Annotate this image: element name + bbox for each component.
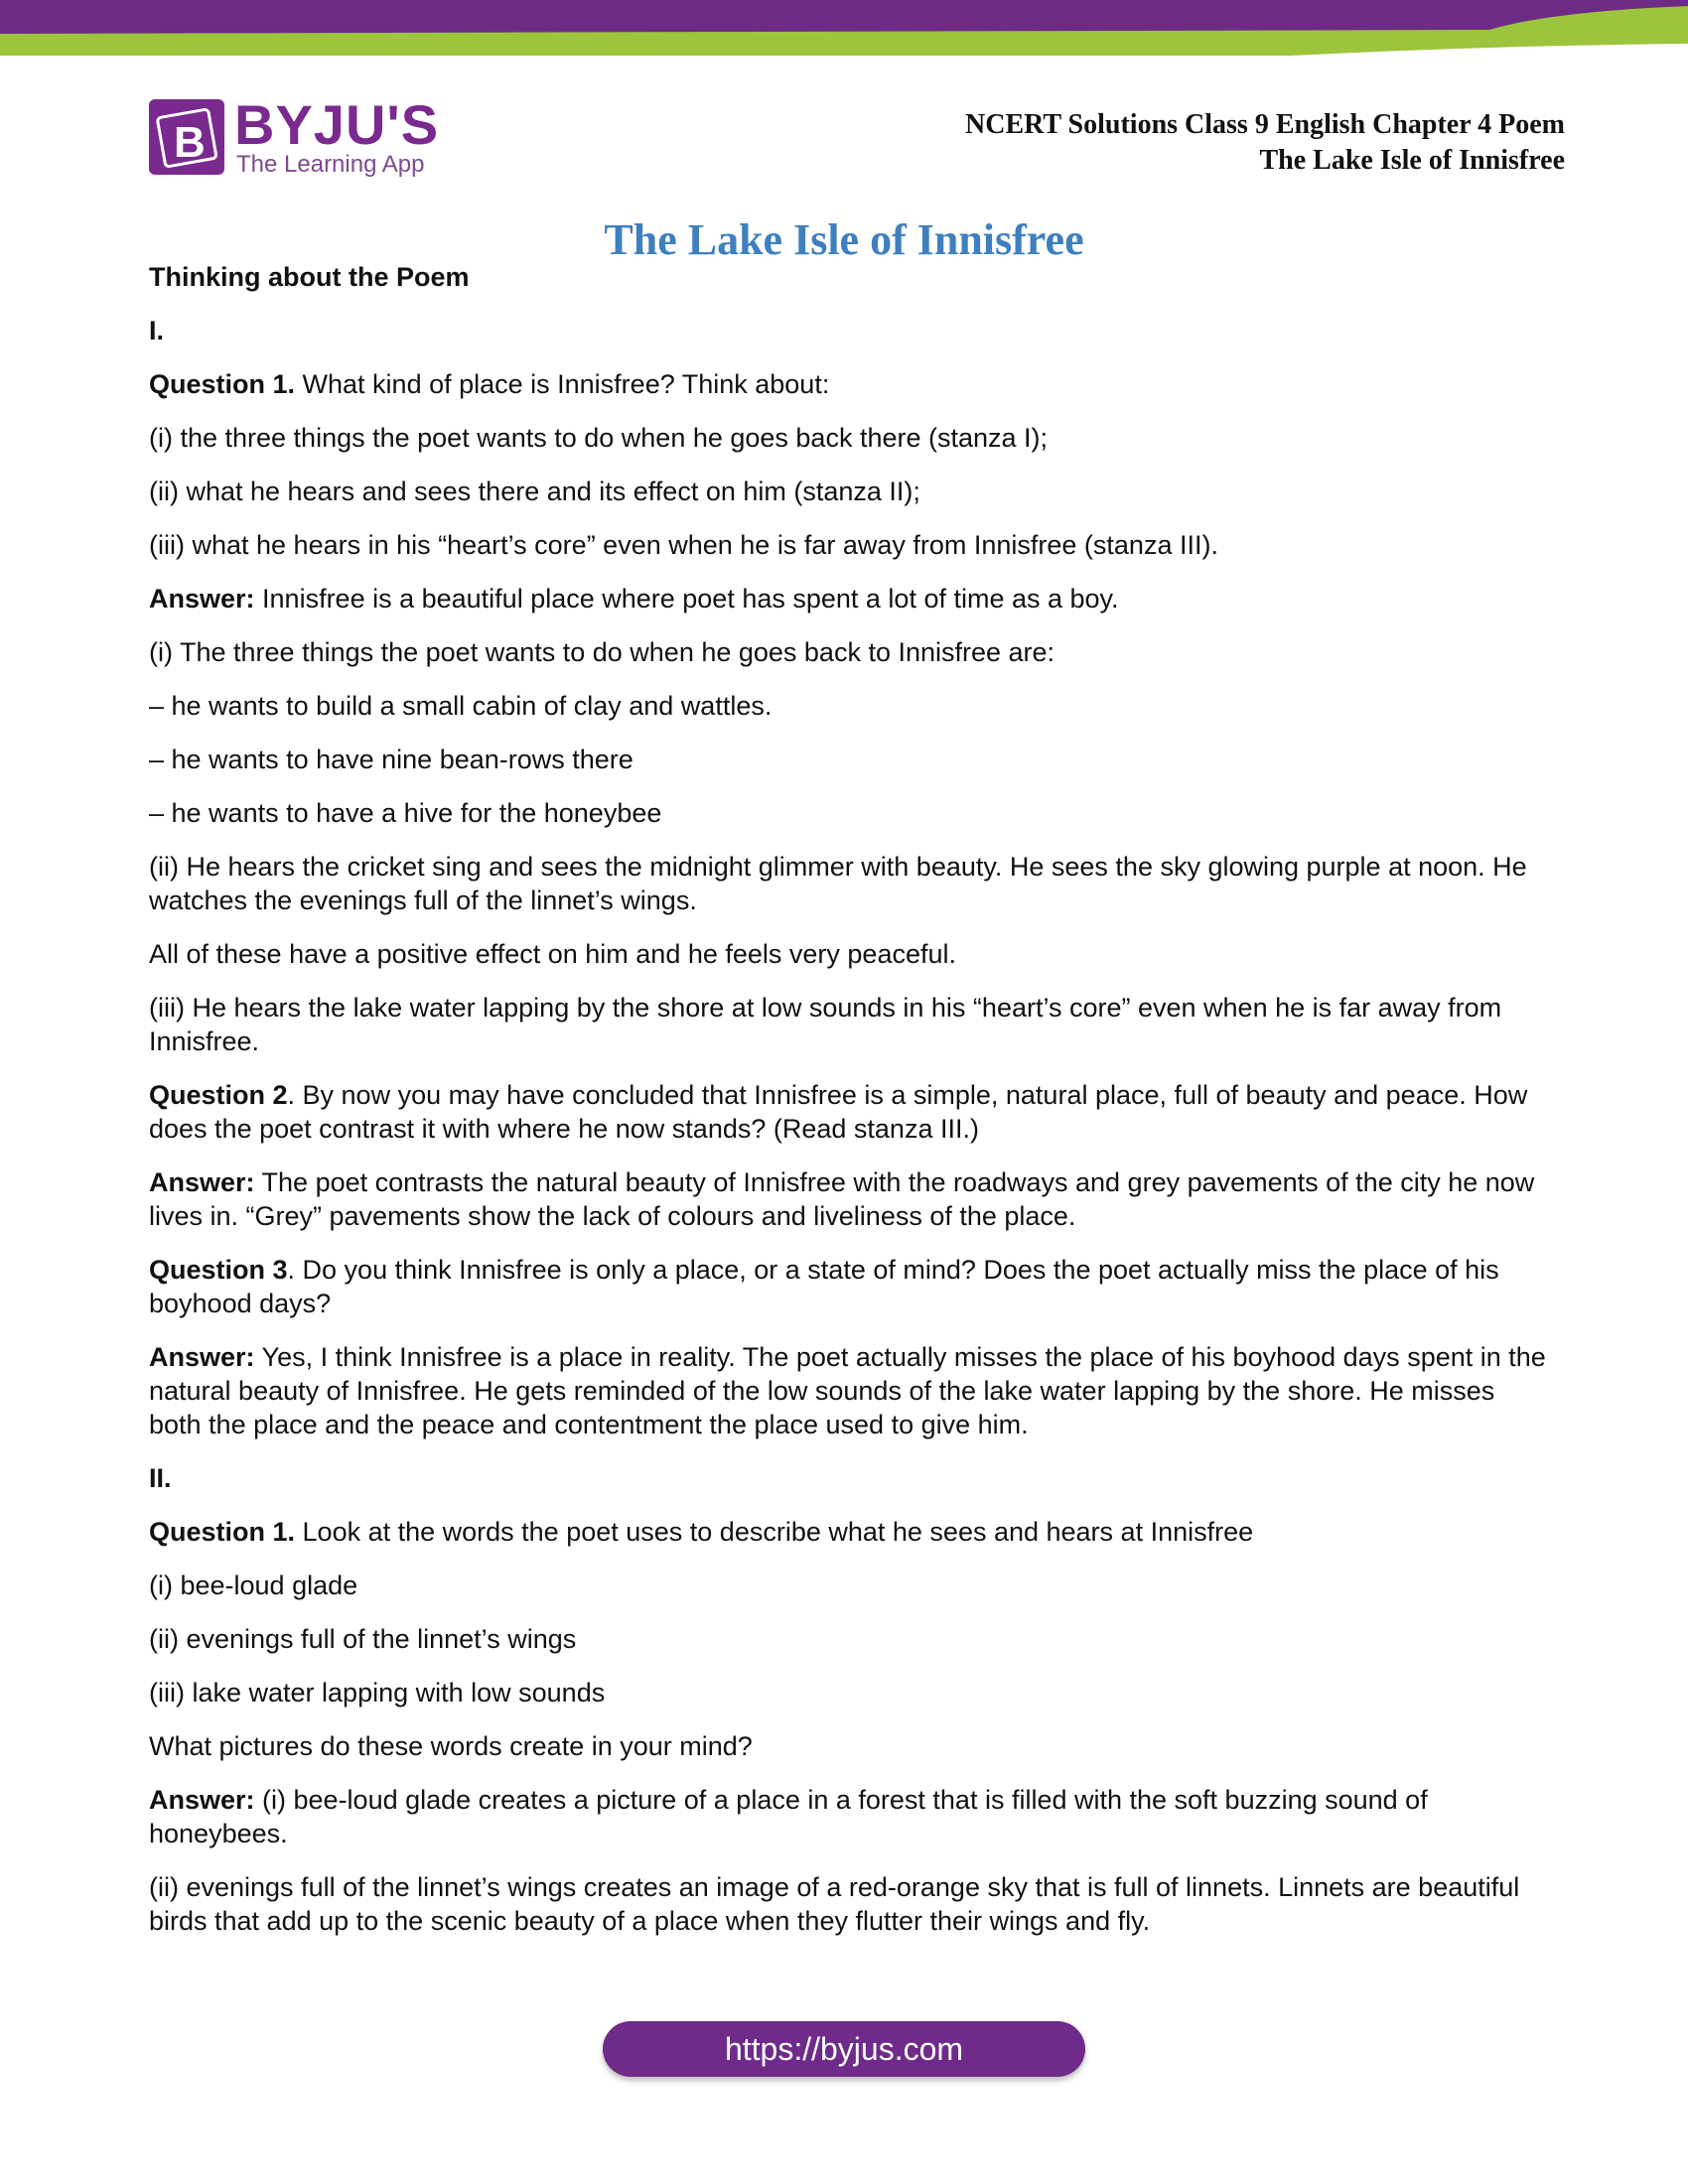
question-3: Question 3. Do you think Innisfree is only a place, or a state of mind? Does the poet actually miss the place of his boyhood days? <box>149 1255 1499 1318</box>
question-ii-1-prompt: What pictures do these words create in your mind? <box>149 1731 753 1761</box>
header-line-1: NCERT Solutions Class 9 English Chapter 4 Poem <box>965 109 1565 140</box>
part-label-i: I. <box>149 316 165 345</box>
document-body <box>149 260 1549 1958</box>
answer-1-para: – he wants to have a hive for the honeybee <box>149 798 662 828</box>
answer-label: Answer: <box>149 1785 255 1815</box>
byjus-logo <box>149 95 447 181</box>
answer-label: Answer: <box>149 584 255 614</box>
header-line-2: The Lake Isle of Innisfree <box>1259 145 1565 176</box>
page-title: The Lake Isle of Innisfree <box>604 215 1084 264</box>
question-label: Question 1. <box>149 369 296 399</box>
question-label: Question 1. <box>149 1517 296 1547</box>
question-1: Question 1. What kind of place is Innisfree? Think about: <box>149 369 830 399</box>
answer-2: Answer: The poet contrasts the natural beauty of Innisfree with the roadways and grey pavements of the city he now lives in. “Grey” pavements show the lack of colours and liveliness of the place. <box>149 1167 1535 1231</box>
answer-1-para: All of these have a positive effect on him and he feels very peaceful. <box>149 939 956 969</box>
answer-ii-1: Answer: (i) bee-loud glade creates a picture of a place in a forest that is filled with the soft buzzing sound of honeybees. <box>149 1785 1428 1848</box>
part-label-ii: II. <box>149 1463 172 1493</box>
answer-1-para: – he wants to have nine bean-rows there <box>149 745 633 774</box>
question-1-sub-i: (i) the three things the poet wants to do when he goes back there (stanza I); <box>149 423 1049 453</box>
top-decorative-band <box>0 0 1688 60</box>
answer-label: Answer: <box>149 1167 255 1197</box>
question-1-sub-ii: (ii) what he hears and sees there and its effect on him (stanza II); <box>149 477 920 506</box>
section-heading: Thinking about the Poem <box>149 262 470 292</box>
footer-url-link[interactable] <box>603 2021 1085 2077</box>
answer-1-para: – he wants to build a small cabin of clay and wattles. <box>149 691 773 721</box>
question-ii-1-sub-ii: (ii) evenings full of the linnet’s wings <box>149 1624 577 1654</box>
question-1-sub-iii: (iii) what he hears in his “heart’s core” even when he is far away from Innisfree (stanza III). <box>149 530 1218 560</box>
question-label: Question 2 <box>149 1080 288 1110</box>
question-ii-1: Question 1. Look at the words the poet uses to describe what he sees and hears at Innisfree <box>149 1517 1254 1547</box>
answer-1: Answer: Innisfree is a beautiful place where poet has spent a lot of time as a boy. <box>149 584 1119 614</box>
question-ii-1-sub-iii: (iii) lake water lapping with low sounds <box>149 1678 606 1707</box>
question-2: Question 2. By now you may have concluded that Innisfree is a simple, natural place, full of beauty and peace. How does the poet contrast it with where he now stands? (Read stanza III.) <box>149 1080 1528 1144</box>
answer-1-para: (ii) He hears the cricket sing and sees the midnight glimmer with beauty. He sees the sky glowing purple at noon. He watches the evenings full of the linnet’s wings. <box>149 852 1527 915</box>
document-header <box>965 107 1565 179</box>
logo-wordmark: BYJU'S <box>234 93 440 156</box>
byjus-b-logo-icon <box>149 99 224 175</box>
answer-label: Answer: <box>149 1342 255 1372</box>
answer-1-para: (i) The three things the poet wants to do when he goes back to Innisfree are: <box>149 637 1055 667</box>
answer-3: Answer: Yes, I think Innisfree is a place in reality. The poet actually misses the place of his boyhood days spent in the natural beauty of Innisfree. He gets reminded of the low sounds of the lake water lapping by the shore. He misses both the place and the peace and contentment the place used to give him. <box>149 1342 1546 1439</box>
answer-1-para: (iii) He hears the lake water lapping by the shore at low sounds in his “heart’s core” even when he is far away from Innisfree. <box>149 993 1502 1056</box>
footer-url-text: https://byjus.com <box>724 2031 964 2067</box>
question-ii-1-sub-i: (i) bee-loud glade <box>149 1570 358 1600</box>
answer-ii-1-para: (ii) evenings full of the linnet’s wings creates an image of a red-orange sky that is full of linnets. Linnets are beautiful birds that add up to the scenic beauty of a place when they flutter their wings and fly. <box>149 1872 1520 1936</box>
question-label: Question 3 <box>149 1255 288 1285</box>
svg-text:B: B <box>174 118 206 167</box>
logo-tagline: The Learning App <box>236 151 425 178</box>
